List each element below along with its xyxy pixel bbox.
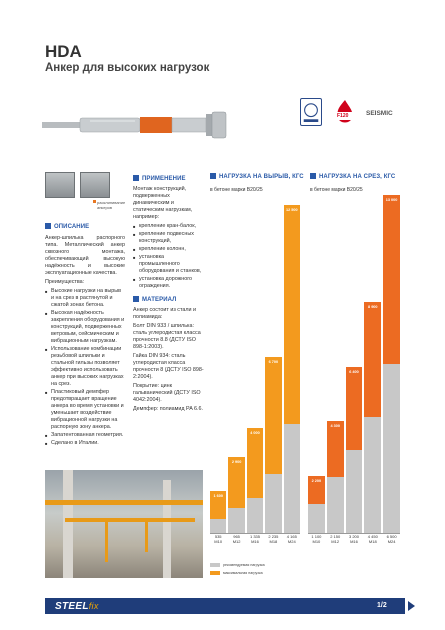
chart-tension-subtitle: в бетоне марки В20/25 bbox=[210, 187, 263, 193]
bar-max-label: 2 900 bbox=[231, 459, 242, 464]
material-paragraph: Анкер состоит из стали и полиамида: bbox=[133, 307, 197, 320]
category-tick-label: M18 bbox=[269, 539, 278, 544]
advantages-title: Преимущества: bbox=[45, 279, 85, 285]
application-item: ■ крепление колонн, bbox=[133, 246, 205, 253]
installation-thumbnail-2 bbox=[80, 172, 110, 198]
material-paragraph: Болт DIN 933 / шпилька: сталь углеродистая класса прочности 8.8 (ДСТУ ISO 898-1:2003). bbox=[133, 323, 201, 350]
bar-max-label: 4 300 bbox=[330, 424, 340, 429]
bar-M18 bbox=[364, 302, 381, 533]
advantage-item: ■ Высокие нагрузки на вырыв и на срез в растянутой и сжатой зонах бетона. bbox=[45, 288, 125, 309]
bar-recommended-segment bbox=[265, 474, 281, 533]
bar-M10 bbox=[210, 491, 226, 533]
section-marker bbox=[210, 173, 216, 179]
bar-recommended-segment bbox=[228, 508, 244, 533]
thumbnail-legend: расклинивание анкеров bbox=[97, 200, 126, 210]
bar-recommended-segment bbox=[247, 498, 263, 533]
recommended-value-label: 2 150 bbox=[330, 534, 341, 539]
section-marker bbox=[133, 175, 139, 181]
bar-recommended-segment bbox=[364, 417, 381, 533]
advantage-item: ■ Высокая надёжность закрепления оборудования и конструкций, подверженных ветровым, сейсмическим и вибрационным нагрузкам. bbox=[45, 310, 125, 345]
material-block bbox=[133, 307, 205, 415]
chart-shear-title: НАГРУЗКА НА СРЕЗ, КГС bbox=[310, 173, 395, 180]
chart-tension bbox=[210, 205, 300, 545]
bar-M18 bbox=[265, 357, 281, 533]
bar-recommended-segment bbox=[284, 424, 300, 533]
application-item: ■ крепление подвесных конструкций, bbox=[133, 231, 205, 245]
chart-baseline bbox=[210, 533, 300, 534]
recommended-value-label: 1 335 bbox=[249, 534, 260, 539]
warehouse-crane-photo bbox=[45, 470, 203, 578]
bar-max-label: 8 900 bbox=[368, 304, 378, 309]
legend-recommended-swatch bbox=[210, 563, 220, 567]
advantage-item: ■ Пластиковый демпфер предотвращает вращение анкера во время установки и уменьшает воздействие вибрационной нагрузки на распорную зону анкера. bbox=[45, 389, 125, 431]
page-number: 1/2 bbox=[377, 602, 387, 609]
category-tick-label: M24 bbox=[387, 539, 396, 544]
application-list bbox=[133, 223, 205, 290]
recommended-value-label: 4 450 bbox=[367, 534, 378, 539]
installation-thumbnail-1 bbox=[45, 172, 75, 198]
next-page-arrow-icon[interactable] bbox=[408, 601, 415, 611]
bar-M24 bbox=[284, 205, 300, 533]
recommended-value-label: 4 165 bbox=[286, 534, 297, 539]
section-marker bbox=[45, 223, 51, 229]
bar-M16 bbox=[247, 428, 263, 533]
bar-recommended-segment bbox=[327, 477, 344, 533]
fire-resistance-icon bbox=[330, 98, 360, 126]
recommended-value-label: 965 bbox=[233, 534, 240, 539]
footer-bar bbox=[45, 598, 405, 614]
chart-baseline bbox=[308, 533, 400, 534]
advantage-item: ■ Запатентованная геометрия. bbox=[45, 432, 125, 439]
bar-max-label: 6 400 bbox=[349, 369, 359, 374]
section-marker bbox=[133, 296, 139, 302]
advantages-list bbox=[45, 288, 125, 447]
material-heading: МАТЕРИАЛ bbox=[133, 296, 176, 303]
chart-shear-subtitle: в бетоне марки В20/25 bbox=[310, 187, 363, 193]
category-tick-label: M24 bbox=[287, 539, 296, 544]
category-tick-label: M18 bbox=[368, 539, 377, 544]
bar-M16 bbox=[346, 367, 363, 533]
bar-recommended-segment bbox=[308, 504, 325, 533]
application-heading: ПРИМЕНЕНИЕ bbox=[133, 175, 186, 182]
application-item: ■ крепление кран-балок, bbox=[133, 223, 205, 230]
application-intro: Монтаж конструкций, подверженных динамическим и статическим нагрузкам, например: bbox=[133, 186, 193, 220]
page-title: HDA bbox=[45, 42, 82, 61]
legend-recommended-label: рекомендуемая нагрузка bbox=[223, 563, 265, 567]
bar-recommended-segment bbox=[346, 450, 363, 533]
section-marker bbox=[310, 173, 316, 179]
category-tick-label: M12 bbox=[331, 539, 340, 544]
category-tick-label: M16 bbox=[251, 539, 259, 544]
recommended-value-label: 6 500 bbox=[386, 534, 397, 539]
page-subtitle: Анкер для высоких нагрузок bbox=[45, 62, 210, 74]
category-tick-label: M10 bbox=[214, 539, 223, 544]
material-paragraph: Демпфер: полиамид PA 6.6. bbox=[133, 406, 203, 412]
category-tick-label: M12 bbox=[232, 539, 241, 544]
category-tick-label: M10 bbox=[312, 539, 321, 544]
seismic-label: SEISMIC bbox=[366, 110, 393, 117]
recommended-value-label: 3 200 bbox=[348, 534, 359, 539]
bar-max-label: 12 500 bbox=[285, 208, 298, 212]
bar-M24 bbox=[383, 195, 400, 533]
material-paragraph: Покрытие: цинк гальванический (ДСТУ ISO 4042:2004). bbox=[133, 383, 201, 403]
bar-recommended-segment bbox=[210, 519, 226, 533]
chart-tension-title: НАГРУЗКА НА ВЫРЫВ, КГС bbox=[210, 173, 304, 180]
bar-max-label: 6 700 bbox=[268, 360, 279, 365]
bar-recommended-segment bbox=[383, 364, 400, 533]
legend-swatch bbox=[93, 200, 96, 203]
description-block bbox=[45, 235, 125, 448]
bar-max-label: 1 600 bbox=[213, 494, 223, 499]
application-item: ■ установка промышленного оборудования и станков, bbox=[133, 254, 205, 275]
chart-shear bbox=[308, 195, 400, 545]
bar-max-label: 13 000 bbox=[385, 198, 398, 202]
eta-cert-icon bbox=[300, 98, 322, 126]
legend-max-swatch bbox=[210, 571, 220, 575]
description-heading: ОПИСАНИЕ bbox=[45, 223, 89, 230]
description-intro: Анкер-шпилька распорного типа. Металлический анкер сквозного монтажа, обеспечивающий высокую надёжность и высокие эксплуатационные качества. bbox=[45, 235, 125, 276]
recommended-value-label: 2 235 bbox=[268, 534, 279, 539]
brand-logo: STEELfix bbox=[55, 601, 99, 612]
seismic-icon bbox=[366, 102, 410, 124]
recommended-value-label: 1 100 bbox=[311, 534, 322, 539]
material-paragraph: Гайка DIN 934: сталь углеродистая класса прочности 8 (ДСТУ ISO 898-2:2004). bbox=[133, 353, 204, 380]
legend-max-label: максимальная нагрузка bbox=[223, 571, 263, 575]
recommended-value-label: 535 bbox=[214, 534, 222, 539]
advantage-item: ■ Использование комбинации резьбовой шпильки и стальной гильзы позволяет эффективно использовать анкер при высоких нагрузках на срез. bbox=[45, 346, 125, 388]
bar-M12 bbox=[327, 421, 344, 533]
category-tick-label: M16 bbox=[350, 539, 358, 544]
bar-max-label: 2 200 bbox=[311, 478, 322, 483]
bar-M12 bbox=[228, 457, 244, 533]
bar-M10 bbox=[308, 476, 325, 533]
bar-max-label: 4 000 bbox=[250, 431, 260, 436]
application-item: ■ установка дорожного ограждения. bbox=[133, 276, 205, 290]
application-block bbox=[133, 186, 205, 291]
advantage-item: ■ Сделано в Италии. bbox=[45, 440, 125, 447]
fire-label: F120 bbox=[337, 113, 349, 119]
anchor-product-image bbox=[40, 108, 230, 144]
